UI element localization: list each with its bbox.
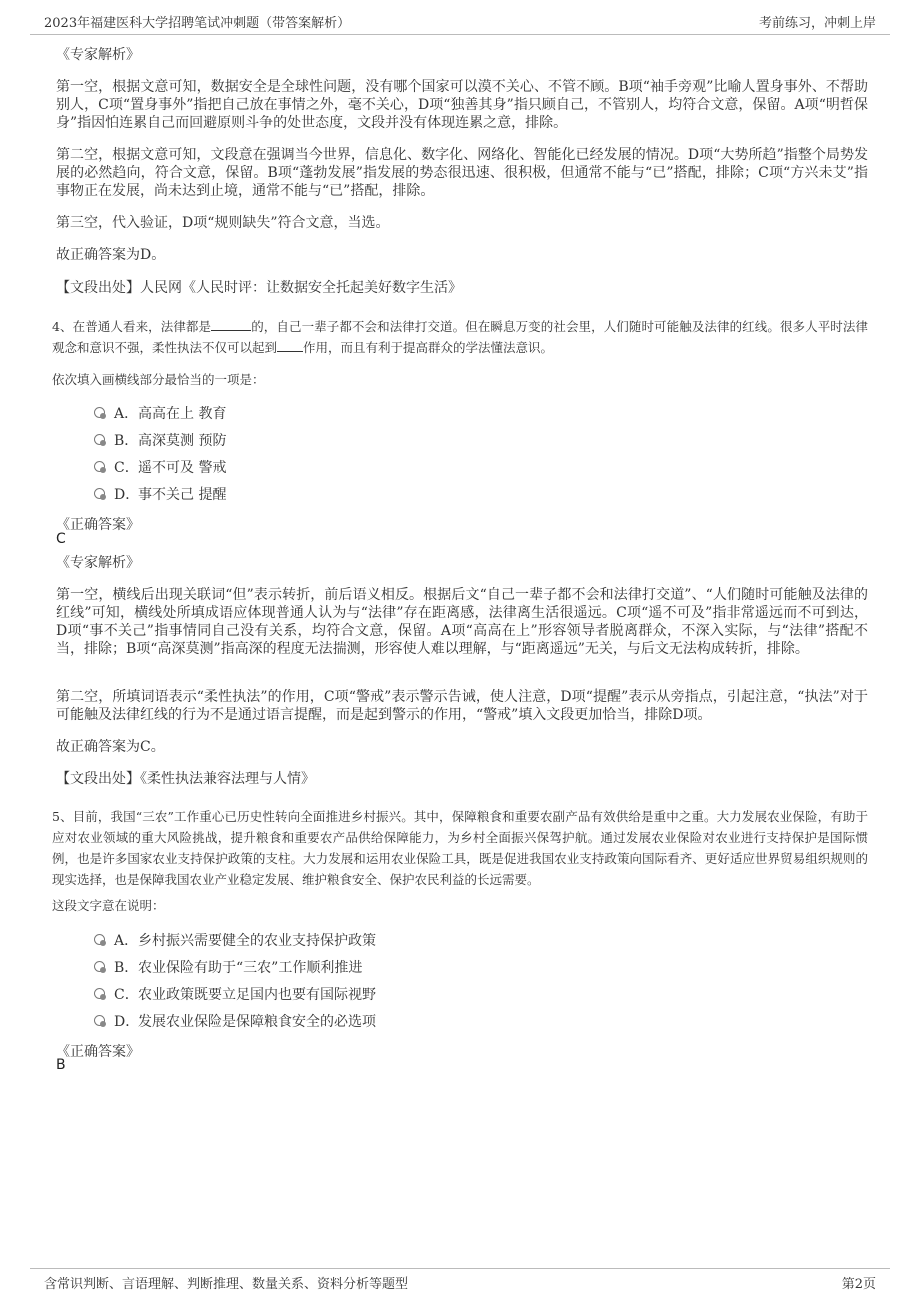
correct-answer-label: 《正确答案》 <box>56 1044 140 1060</box>
option-text: 事不关己 提醒 <box>138 487 227 503</box>
option-text: 农业政策既要立足国内也要有国际视野 <box>138 987 376 1003</box>
question-4-stem <box>52 316 868 358</box>
conclusion-text: 故正确答案为C。 <box>56 739 165 755</box>
option-key: D． <box>114 1014 140 1030</box>
conclusion-text: 故正确答案为D。 <box>56 247 166 263</box>
radio-icon[interactable] <box>94 434 105 445</box>
question-text: 4、在普通人看来，法律都是 <box>52 319 212 334</box>
radio-icon[interactable] <box>94 1015 105 1026</box>
correct-answer-label: 《正确答案》 <box>56 517 140 533</box>
option-text: 遥不可及 警戒 <box>138 460 227 476</box>
radio-icon[interactable] <box>94 461 105 472</box>
source-citation: 【文段出处】《柔性执法兼容法理与人情》 <box>56 771 315 787</box>
option-text: 乡村振兴需要健全的农业支持保护政策 <box>138 933 376 949</box>
option-key: B． <box>114 960 139 976</box>
question-instruction: 依次填入画横线部分最恰当的一项是： <box>52 372 265 387</box>
document-title: 2023年福建医科大学招聘笔试冲刺题（带答案解析） <box>44 16 351 31</box>
source-citation: 【文段出处】人民网《人民时评：让数据安全托起美好数字生活》 <box>56 280 462 296</box>
expert-analysis-label: 《专家解析》 <box>56 47 140 63</box>
option-text: 农业保险有助于“三农”工作顺利推进 <box>138 960 363 976</box>
expert-analysis-label: 《专家解析》 <box>56 555 140 571</box>
radio-icon[interactable] <box>94 988 105 999</box>
option-key: A． <box>114 406 139 422</box>
page-footer <box>30 1268 890 1295</box>
correct-answer: B <box>56 1057 66 1073</box>
option-key: C． <box>114 987 139 1003</box>
radio-icon[interactable] <box>94 488 105 499</box>
option-key: B． <box>114 433 139 449</box>
page-number: 第2页 <box>841 1277 876 1292</box>
option-text: 高高在上 教育 <box>138 406 227 422</box>
option-key: C． <box>114 460 139 476</box>
option-text: 发展农业保险是保障粮食安全的必选项 <box>138 1014 376 1030</box>
analysis-paragraph: 第三空，代入验证，D项“规则缺失”符合文意，当选。 <box>56 215 390 231</box>
question-instruction: 这段文字意在说明： <box>52 898 165 913</box>
fill-blank <box>277 339 303 352</box>
header-slogan: 考前练习，冲刺上岸 <box>758 16 876 31</box>
question-text: 的，自己一辈子都不会和法律打交道。但在瞬息万变的社会里，人们随时可能触及法律的红线。很多人平时法律观念和意识不强，柔性执法不仅可以起到 <box>52 319 868 355</box>
option-key: D． <box>114 487 140 503</box>
page-header <box>30 8 890 35</box>
radio-icon[interactable] <box>94 961 105 972</box>
analysis-paragraph: 第二空，根据文意可知，文段意在强调当今世界，信息化、数字化、网络化、智能化已经发展的情况。D项“大势所趋”指整个局势发展的必然趋向，符合文意，保留。B项“蓬勃发展”指发展的势态很迅速、很积极，但通常不能与“已”搭配，排除；C项“方兴未艾”指事物正在发展，尚未达到止境，通常不能与“已”搭配，排除。 <box>56 147 868 199</box>
footer-categories: 含常识判断、言语理解、判断推理、数量关系、资料分析等题型 <box>44 1277 409 1292</box>
question-5-stem: 5、目前，我国“三农”工作重心已历史性转向全面推进乡村振兴。其中，保障粮食和重要农副产品有效供给是重中之重。大力发展农业保险，有助于应对农业领域的重大风险挑战，提升粮食和重要农产品供给保障能力，为乡村全面振兴保驾护航。通过发展农业保险对农业进行支持保护是国际惯例，也是许多国家农业支持保护政策的支柱。大力发展和运用农业保险工具，既是促进我国农业支持政策向国际看齐、更好适应世界贸易组织规则的现实选择，也是保障我国农业产业稳定发展、维护粮食安全、保护农民利益的长远需要。 <box>52 809 868 887</box>
question-text: 作用，而且有利于提高群众的学法懂法意识。 <box>303 340 554 355</box>
radio-icon[interactable] <box>94 407 105 418</box>
option-key: A． <box>114 933 139 949</box>
fill-blank <box>211 318 251 331</box>
option-text: 高深莫测 预防 <box>138 433 227 449</box>
analysis-paragraph: 第一空，根据文意可知，数据安全是全球性问题，没有哪个国家可以漠不关心、不管不顾。B项“袖手旁观”比喻人置身事外、不帮助别人，C项“置身事外”指把自己放在事情之外，毫不关心，D项“独善其身”指只顾自己，不管别人，均符合文意，保留。A项“明哲保身”指因怕连累自己而回避原则斗争的处世态度，文段并没有体现连累之意，排除。 <box>56 79 868 131</box>
correct-answer: C <box>56 531 66 547</box>
analysis-paragraph: 第二空，所填词语表示“柔性执法”的作用，C项“警戒”表示警示告诫，使人注意，D项“提醒”表示从旁指点，引起注意，“执法”对于可能触及法律红线的行为不是通过语言提醒，而是起到警示的作用，“警戒”填入文段更加恰当，排除D项。 <box>56 689 868 723</box>
radio-icon[interactable] <box>94 934 105 945</box>
analysis-paragraph: 第一空，横线后出现关联词“但”表示转折，前后语义相反。根据后文“自己一辈子都不会和法律打交道”、“人们随时可能触及法律的红线”可知，横线处所填成语应体现普通人认为与“法律”存在距离感，法律离生活很遥远。C项“遥不可及”指非常遥远而不可到达，D项“事不关己”指事情同自己没有关系，均符合文意，保留。A项“高高在上”形容领导者脱离群众，不深入实际，与“法律”搭配不当，排除；B项“高深莫测”指高深的程度无法揣测，形容使人难以理解，与“距离遥远”无关，与后文无法构成转折，排除。 <box>56 587 868 657</box>
